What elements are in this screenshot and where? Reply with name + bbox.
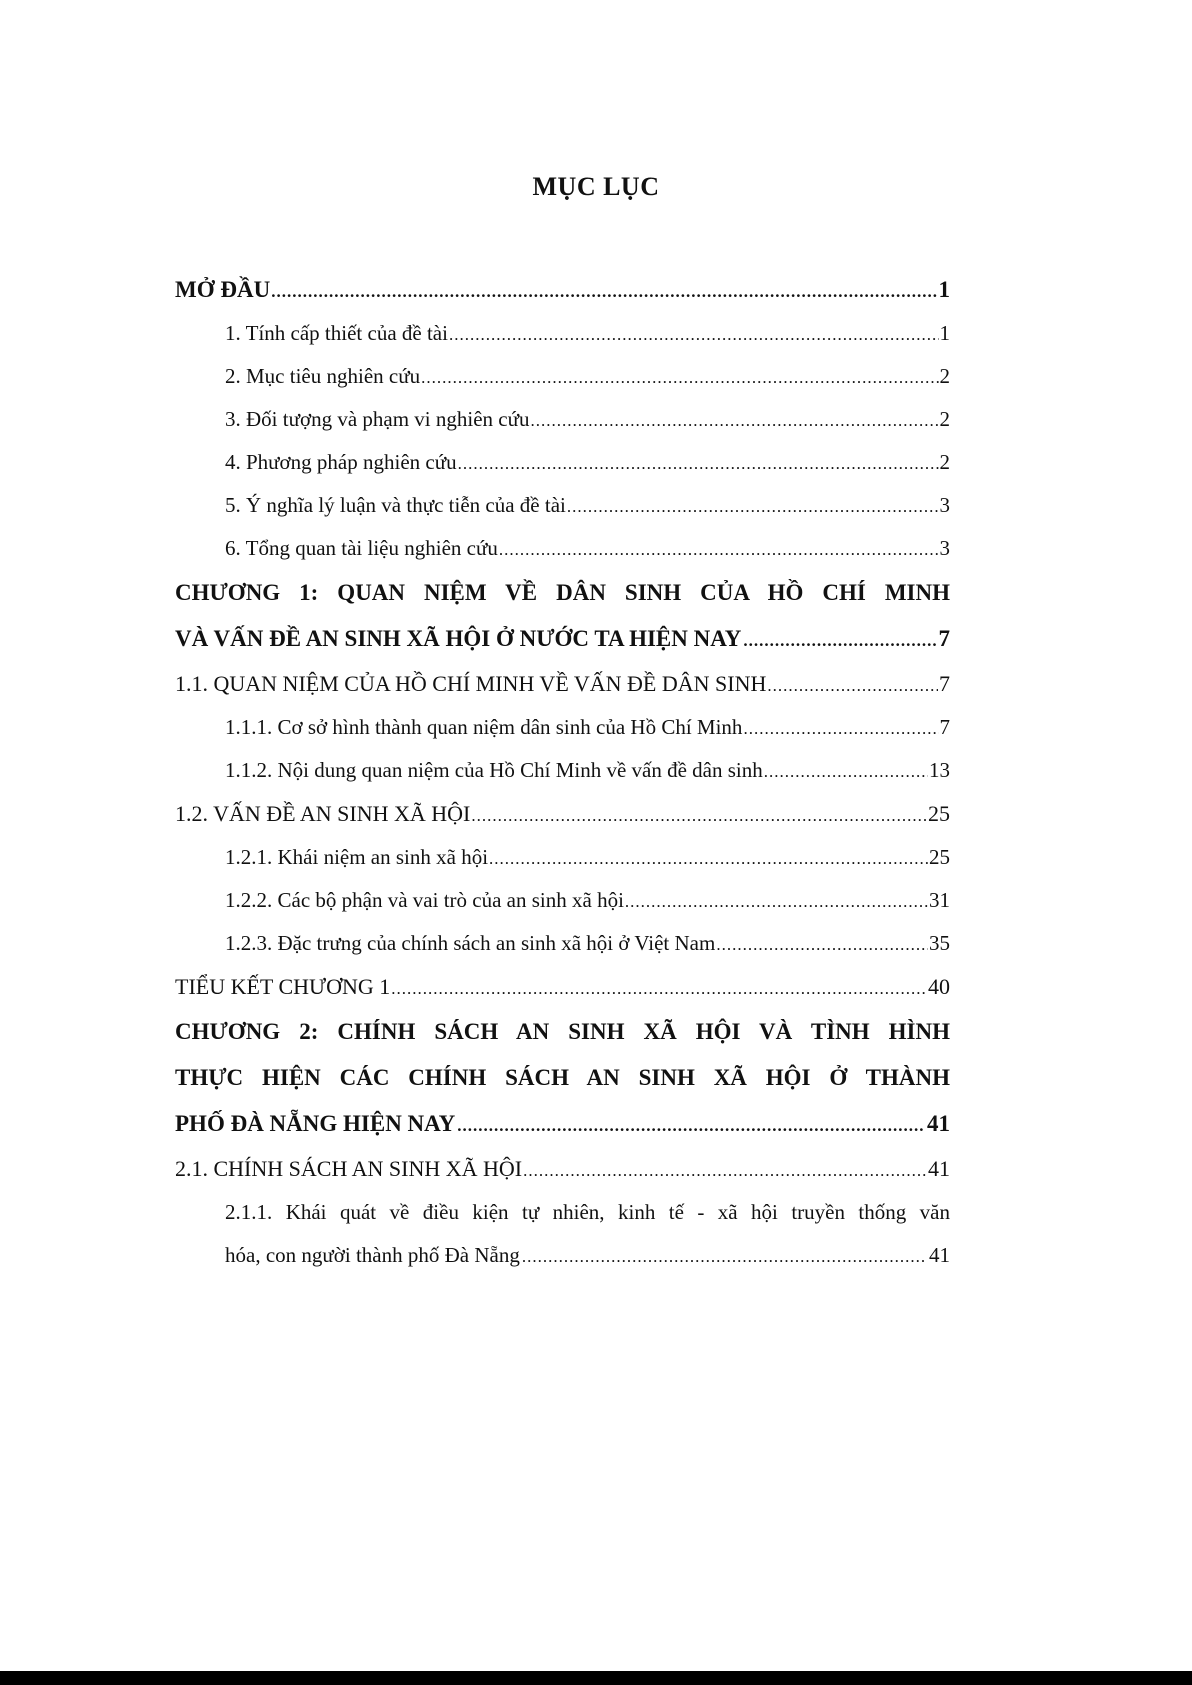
toc-entry-4[interactable] [175, 441, 950, 484]
toc-entry-page: 2 [939, 450, 950, 474]
toc-entry-label-line: 2.1.1. Khái quát về điều kiện tự nhiên, kinh tế - xã hội truyền thống văn [225, 1200, 950, 1224]
toc-entry-page: 41 [927, 1111, 950, 1136]
table-of-contents [175, 268, 950, 1277]
dot-leader [271, 270, 937, 312]
toc-entry-page: 2 [939, 364, 950, 388]
toc-entry-3[interactable] [175, 398, 950, 441]
toc-entry-label: 6. Tổng quan tài liệu nghiên cứu [225, 536, 498, 560]
toc-entry-label: 1.1.2. Nội dung quan niệm của Hồ Chí Minh về vấn đề dân sinh [225, 758, 763, 782]
toc-entry-page: 2 [939, 407, 950, 431]
toc-entry-1-1[interactable] [175, 662, 950, 706]
toc-entry-page: 41 [929, 1243, 950, 1267]
toc-entry-page: 35 [929, 931, 950, 955]
dot-leader [567, 485, 939, 527]
toc-entry-label: 1.2.2. Các bộ phận và vai trò của an sinh xã hội [225, 888, 624, 912]
toc-entry-page: 31 [929, 888, 950, 912]
dot-leader [471, 794, 927, 836]
dot-leader [625, 880, 928, 922]
dot-leader [523, 1149, 927, 1191]
toc-entry-label: 4. Phương pháp nghiên cứu [225, 450, 457, 474]
toc-entry-label: 3. Đối tượng và phạm vi nghiên cứu [225, 407, 530, 431]
toc-entry-page: 1 [939, 321, 950, 345]
toc-entry-page: 1 [938, 277, 950, 302]
toc-entry-1[interactable] [175, 312, 950, 355]
dot-leader [458, 442, 939, 484]
dot-leader [716, 923, 928, 965]
toc-entry-1-2-3[interactable] [175, 922, 950, 965]
dot-leader [499, 528, 939, 570]
toc-entry-page: 7 [938, 626, 950, 651]
toc-entry-tieu-ket-1[interactable] [175, 965, 950, 1009]
toc-entry-label-line: CHƯƠNG 1: QUAN NIỆM VỀ DÂN SINH CỦA HỒ CHÍ MINH [175, 580, 950, 605]
toc-entry-page: 25 [928, 801, 950, 826]
toc-entry-last-line [175, 616, 950, 662]
toc-entry-label-line: THỰC HIỆN CÁC CHÍNH SÁCH AN SINH XÃ HỘI Ở THÀNH [175, 1065, 950, 1090]
toc-entry-page: 3 [939, 536, 950, 560]
toc-entry-label: 1.2.1. Khái niệm an sinh xã hội [225, 845, 489, 869]
dot-leader [767, 664, 938, 706]
toc-entry-label: 1.2.3. Đặc trưng của chính sách an sinh xã hội ở Việt Nam [225, 931, 716, 955]
toc-entry-2[interactable] [175, 355, 950, 398]
toc-entry-label-line: VÀ VẤN ĐỀ AN SINH XÃ HỘI Ở NƯỚC TA HIỆN NAY [175, 626, 742, 651]
toc-title: MỤC LỤC [532, 172, 660, 201]
toc-entry-page: 7 [939, 671, 950, 696]
toc-entry-page: 25 [929, 845, 950, 869]
dot-leader [531, 399, 939, 441]
toc-entry-label: TIỂU KẾT CHƯƠNG 1 [175, 974, 391, 999]
toc-entry-chapter-1[interactable] [175, 570, 950, 662]
toc-entry-1-1-1[interactable] [175, 706, 950, 749]
dot-leader [391, 967, 927, 1009]
toc-entry-2-1-1[interactable] [175, 1191, 950, 1277]
toc-entry-label: 2. Mục tiêu nghiên cứu [225, 364, 421, 388]
toc-entry-page: 41 [928, 1156, 950, 1181]
toc-entry-label: MỞ ĐẦU [175, 277, 271, 302]
toc-entry-1-2-2[interactable] [175, 879, 950, 922]
dot-leader [764, 750, 928, 792]
toc-entry-label: 1.1. QUAN NIỆM CỦA HỒ CHÍ MINH VỀ VẤN ĐỀ DÂN SINH [175, 671, 767, 696]
dot-leader [449, 313, 939, 355]
toc-entry-1-2-1[interactable] [175, 836, 950, 879]
toc-entry-last-line [175, 1101, 950, 1147]
toc-entry-1-2[interactable] [175, 792, 950, 836]
toc-entry-1-1-2[interactable] [175, 749, 950, 792]
toc-entry-2-1[interactable] [175, 1147, 950, 1191]
dot-leader [522, 1235, 927, 1277]
toc-entry-6[interactable] [175, 527, 950, 570]
dot-leader [743, 707, 938, 749]
dot-leader [743, 618, 936, 662]
toc-entry-label: 1.2. VẤN ĐỀ AN SINH XÃ HỘI [175, 801, 471, 826]
toc-entry-label: 5. Ý nghĩa lý luận và thực tiễn của đề tài [225, 493, 566, 517]
toc-entry-label: 1. Tính cấp thiết của đề tài [225, 321, 448, 345]
dot-leader [489, 837, 928, 879]
toc-entry-mo-dau[interactable] [175, 268, 950, 312]
toc-entry-last-line [225, 1234, 950, 1277]
toc-entry-label-line: hóa, con người thành phố Đà Nẵng [225, 1243, 520, 1267]
toc-entry-label: 2.1. CHÍNH SÁCH AN SINH XÃ HỘI [175, 1156, 523, 1181]
dot-leader [421, 356, 938, 398]
bottom-border [0, 1671, 1192, 1685]
toc-entry-page: 3 [939, 493, 950, 517]
toc-entry-chapter-2[interactable] [175, 1009, 950, 1147]
toc-entry-page: 13 [929, 758, 950, 782]
toc-entry-page: 40 [928, 974, 950, 999]
toc-entry-page: 7 [939, 715, 950, 739]
toc-entry-label: 1.1.1. Cơ sở hình thành quan niệm dân sinh của Hồ Chí Minh [225, 715, 743, 739]
dot-leader [457, 1103, 925, 1147]
toc-entry-label-line: PHỐ ĐÀ NẴNG HIỆN NAY [175, 1111, 456, 1136]
toc-entry-label-line: CHƯƠNG 2: CHÍNH SÁCH AN SINH XÃ HỘI VÀ TÌNH HÌNH [175, 1019, 950, 1044]
toc-entry-5[interactable] [175, 484, 950, 527]
